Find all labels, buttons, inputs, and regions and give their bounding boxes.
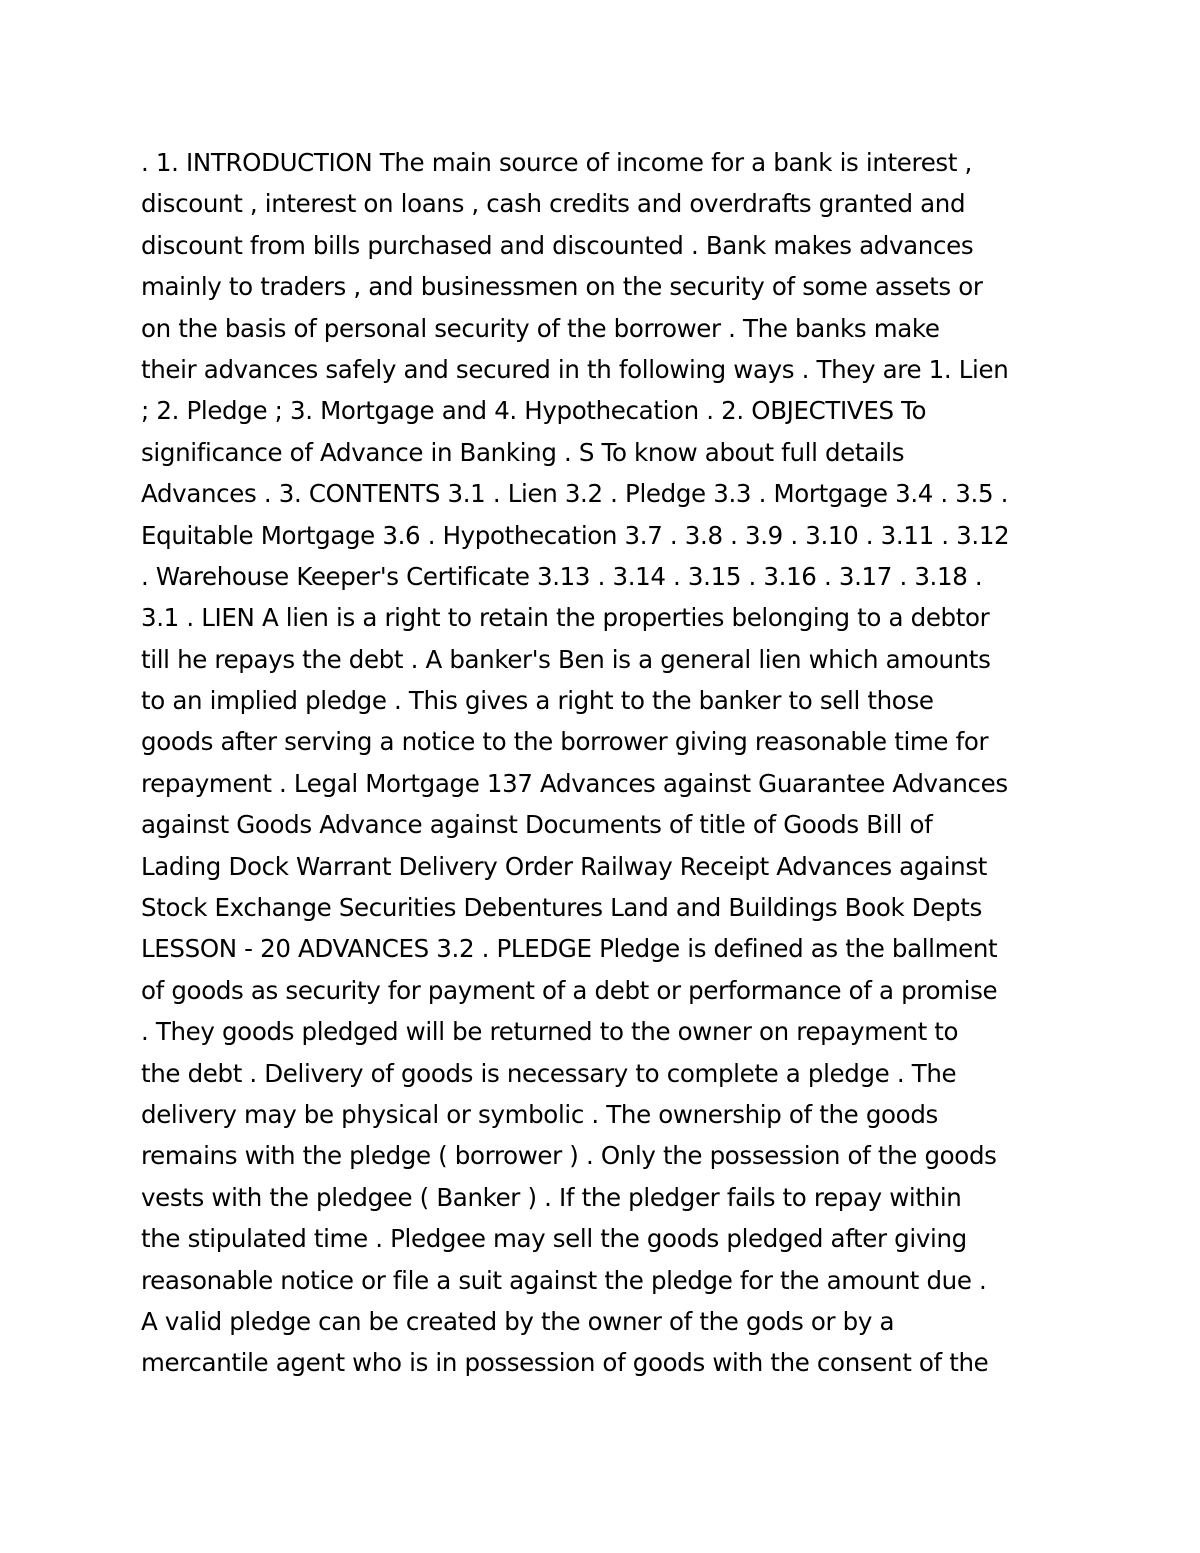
- text-line-1: . 1. INTRODUCTION The main source of income for a bank is interest ,: [141, 148, 972, 177]
- text-line-10: Equitable Mortgage 3.6 . Hypothecation 3.7 . 3.8 . 3.9 . 3.10 . 3.11 . 3.12: [141, 520, 1010, 550]
- text-line-5: on the basis of personal security of the borrower . The banks make: [141, 313, 940, 343]
- text-line-23: the debt . Delivery of goods is necessary to complete a pledge . The: [141, 1058, 957, 1088]
- text-line-18: Lading Dock Warrant Delivery Order Railway Receipt Advances against: [141, 851, 988, 881]
- text-line-4: mainly to traders , and businessmen on the security of some assets or: [141, 272, 983, 302]
- text-line-11: . Warehouse Keeper's Certificate 3.13 . 3.14 . 3.15 . 3.16 . 3.17 . 3.18 .: [141, 561, 983, 591]
- text-line-14: to an implied pledge . This gives a right to the banker to sell those: [141, 686, 934, 716]
- text-line-28: reasonable notice or file a suit against the pledge for the amount due .: [141, 1265, 987, 1295]
- text-line-17: against Goods Advance against Documents of title of Goods Bill of: [141, 810, 933, 840]
- text-line-15: goods after serving a notice to the borrower giving reasonable time for: [141, 727, 989, 757]
- text-line-7: ; 2. Pledge ; 3. Mortgage and 4. Hypothecation . 2. OBJECTIVES To: [141, 396, 927, 426]
- text-line-2: discount , interest on loans , cash credits and overdrafts granted and: [141, 189, 966, 219]
- text-line-25: remains with the pledge ( borrower ) . Only the possession of the goods: [141, 1141, 997, 1171]
- text-line-30: mercantile agent who is in possession of goods with the consent of the: [141, 1348, 989, 1378]
- text-line-6: their advances safely and secured in th following ways . They are 1. Lien: [141, 354, 1009, 384]
- body-text: [141, 142, 1071, 1384]
- text-line-20: LESSON - 20 ADVANCES 3.2 . PLEDGE Pledge is defined as the ballment: [141, 934, 998, 964]
- text-line-16: repayment . Legal Mortgage 137 Advances against Guarantee Advances: [141, 768, 1008, 798]
- text-line-9: Advances . 3. CONTENTS 3.1 . Lien 3.2 . Pledge 3.3 . Mortgage 3.4 . 3.5 .: [141, 479, 1009, 509]
- text-line-13: till he repays the debt . A banker's Ben is a general lien which amounts: [141, 644, 991, 674]
- text-line-22: . They goods pledged will be returned to the owner on repayment to: [141, 1017, 959, 1047]
- text-line-29: A valid pledge can be created by the owner of the gods or by a: [141, 1306, 895, 1336]
- text-line-19: Stock Exchange Securities Debentures Land and Buildings Book Depts: [141, 893, 982, 923]
- text-line-24: delivery may be physical or symbolic . The ownership of the goods: [141, 1099, 938, 1129]
- text-line-27: the stipulated time . Pledgee may sell the goods pledged after giving: [141, 1224, 967, 1254]
- text-line-21: of goods as security for payment of a debt or performance of a promise: [141, 975, 998, 1005]
- text-line-8: significance of Advance in Banking . S To know about full details: [141, 437, 905, 467]
- text-line-12: 3.1 . LIEN A lien is a right to retain the properties belonging to a debtor: [141, 603, 990, 633]
- text-line-26: vests with the pledgee ( Banker ) . If the pledger fails to repay within: [141, 1182, 962, 1212]
- text-line-3: discount from bills purchased and discounted . Bank makes advances: [141, 230, 974, 260]
